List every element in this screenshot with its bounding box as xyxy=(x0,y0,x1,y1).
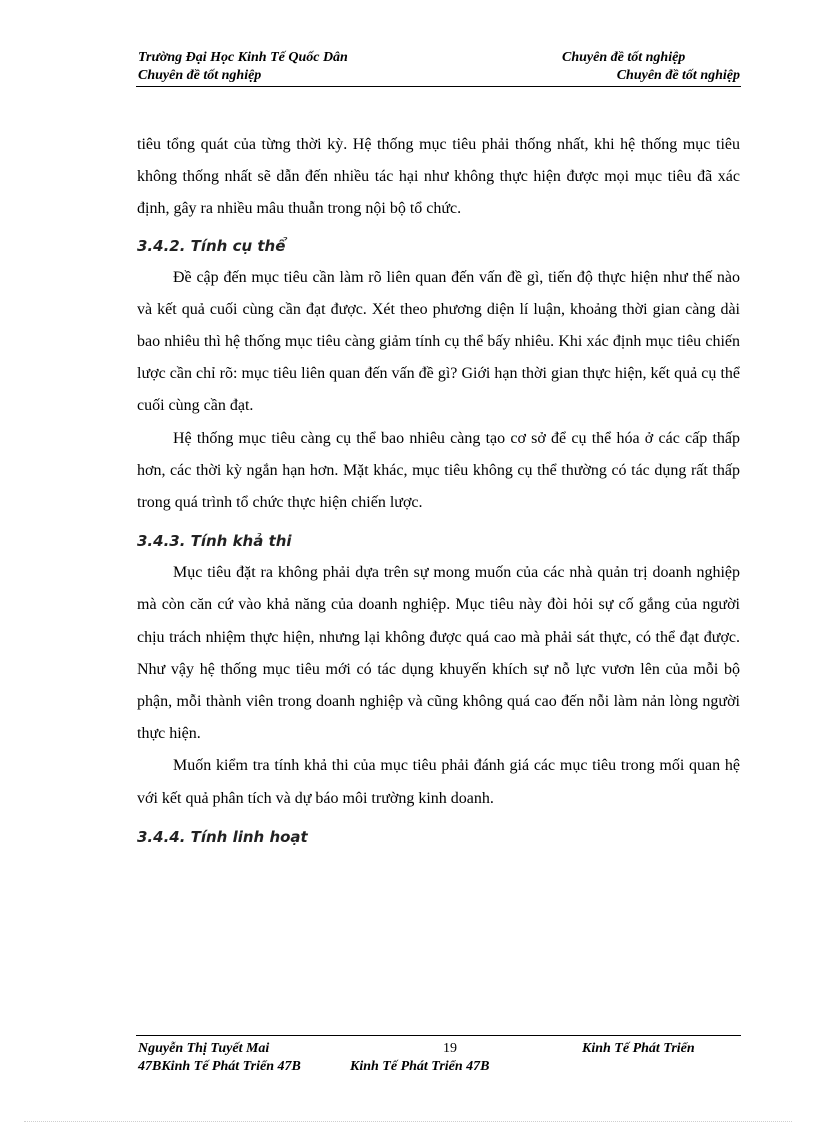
header-university: Trường Đại Học Kinh Tế Quốc Dân xyxy=(138,50,348,65)
heading-3-4-4: 3.4.4. Tính linh hoạt xyxy=(137,827,308,846)
header-doc-type: Chuyên đề tốt nghiệp xyxy=(562,50,686,65)
paragraph-3-4-2-b: Hệ thống mục tiêu càng cụ thể bao nhiêu càng tạo cơ sở để cụ thể hóa ở các cấp thấp hơn, các thời kỳ ngắn hạn hơn. Mặt khác, mục tiêu không cụ thể thường có tác dụng rất thấp trong quá trình tổ chức thực hiện chiến lược. xyxy=(137,429,740,512)
footer-class-mid: Kinh Tế Phát Triển 47B xyxy=(350,1059,490,1074)
page-body xyxy=(137,129,740,853)
footer-author: Nguyễn Thị Tuyết Mai xyxy=(138,1041,270,1056)
page-number: 19 xyxy=(443,1041,457,1056)
header-divider xyxy=(136,86,741,87)
paragraph-3-4-3-a: Mục tiêu đặt ra không phải dựa trên sự mong muốn của các nhà quản trị doanh nghiệp mà còn căn cứ vào khả năng của doanh nghiệp. Mục tiêu này đòi hỏi sự cố gắng của người chịu trách nhiệm thực hiện, nhưng lại không được quá cao mà phải sát thực, có thể đạt được. Như vậy hệ thống mục tiêu mới có tác dụng khuyến khích sự nỗ lực vươn lên của mỗi bộ phận, mỗi thành viên trong doanh nghiệp và cũng không quá cao đến nỗi làm nản lòng người thực hiện. xyxy=(137,564,740,743)
heading-3-4-2: 3.4.2. Tính cụ thể xyxy=(137,236,286,255)
header-doc-type-left: Chuyên đề tốt nghiệp xyxy=(138,68,262,83)
heading-3-4-3: 3.4.3. Tính khả thi xyxy=(137,532,292,551)
footer-divider xyxy=(136,1035,741,1036)
footer-major: Kinh Tế Phát Triển xyxy=(582,1041,695,1056)
paragraph-3-4-2-a: Đề cập đến mục tiêu cần làm rõ liên quan đến vấn đề gì, tiến độ thực hiện như thế nào và kết quả cuối cùng cần đạt được. Xét theo phương diện lí luận, khoảng thời gian càng dài bao nhiêu thì hệ thống mục tiêu càng giảm tính cụ thể bấy nhiêu. Khi xác định mục tiêu chiến lược cần chỉ rõ: mục tiêu liên quan đến vấn đề gì? Giới hạn thời gian thực hiện, kết quả cụ thể cuối cùng cần đạt. xyxy=(137,268,740,415)
header-doc-type-right: Chuyên đề tốt nghiệp xyxy=(616,68,740,83)
footer-class-left: 47BKinh Tế Phát Triển 47B xyxy=(138,1059,301,1074)
paragraph-intro: tiêu tổng quát của từng thời kỳ. Hệ thống mục tiêu phải thống nhất, khi hệ thống mục tiêu không thống nhất sẽ dẫn đến nhiều tác hại như không thực hiện được mọi mục tiêu đã xác định, gây ra nhiều mâu thuẫn trong nội bộ tổ chức. xyxy=(137,136,740,218)
paragraph-3-4-3-b: Muốn kiểm tra tính khả thi của mục tiêu phải đánh giá các mục tiêu trong mối quan hệ với kết quả phân tích và dự báo môi trường kinh doanh. xyxy=(137,757,740,807)
page-edge-dots xyxy=(24,1121,792,1122)
